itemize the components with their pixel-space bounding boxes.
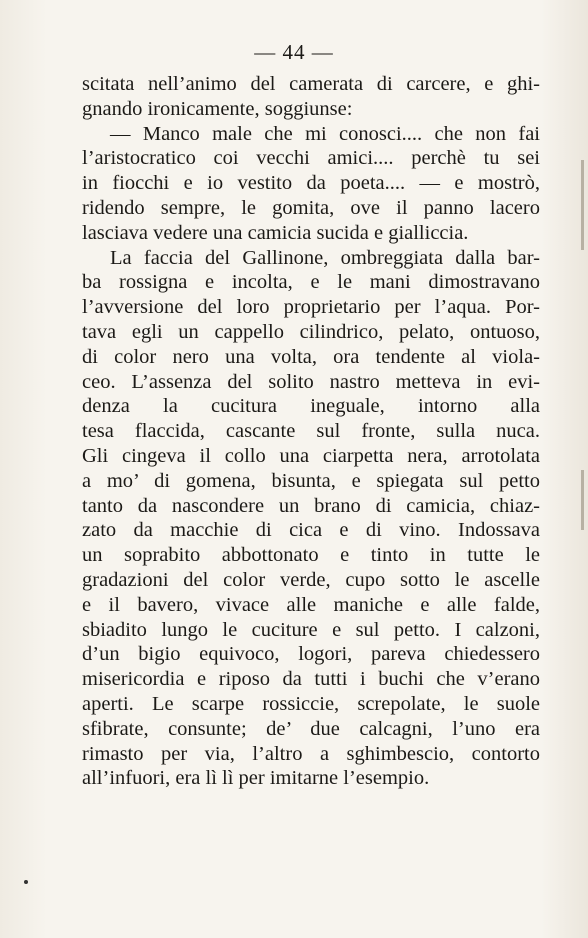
text-line: all’infuori, era lì lì per imitarne l’esempio. (82, 767, 430, 790)
text-line: e il bavero, vivace alle maniche e alle falde, (82, 593, 540, 616)
text-line: sfibrate, consunte; de’ due calcagni, l’uno era (82, 717, 540, 740)
text-line: La faccia del Gallinone, ombreggiata dalla bar- (110, 246, 540, 269)
text-line: a mo’ di gomena, bisunta, e spiegata sul petto (82, 469, 540, 492)
text-line: tanto da nascondere un brano di camicia, chiaz- (82, 494, 540, 517)
text-line: in fiocchi e io vestito da poeta.... — e mostrò, (82, 172, 540, 195)
text-line: ridendo sempre, le gomita, ove il panno lacero (82, 196, 540, 219)
text-line: — Manco male che mi conosci.... che non fai (110, 122, 540, 145)
text-line: aperti. Le scarpe rossiccie, screpolate, le suole (82, 692, 540, 715)
text-line: un soprabito abbottonato e tinto in tutte le (82, 544, 540, 567)
text-line: scitata nell’animo del camerata di carcere, e ghi- (82, 73, 540, 95)
text-line: tesa flaccida, cascante sul fronte, sulla nuca. (82, 420, 540, 443)
text-line: sbiadito lungo le cuciture e sul petto. I calzoni, (82, 618, 540, 641)
text-line: d’un bigio equivoco, logori, pareva chiedessero (82, 643, 540, 666)
text-line: lasciava vedere una camicia sucida e gialliccia. (82, 221, 469, 244)
text-line: misericordia e riposo da tutti i buchi che v’erano (82, 668, 540, 691)
text-line: gradazioni del color verde, cupo sotto le ascelle (82, 568, 540, 591)
body-text (82, 72, 540, 791)
text-line: tava egli un cappello cilindrico, pelato, ontuoso, (82, 320, 540, 343)
text-line: l’aristocratico coi vecchi amici.... perchè tu sei (82, 147, 540, 170)
text-line: ba rossigna e incolta, e le mani dimostravano (82, 271, 540, 294)
page-number: — 44 — (254, 40, 334, 64)
text-line: Gli cingeva il collo una ciarpetta nera, arrotolata (82, 444, 540, 467)
text-line: rimasto per via, l’altro a sghimbescio, contorto (82, 742, 540, 765)
text-line: gnando ironicamente, soggiunse: (82, 97, 353, 120)
ink-speck (24, 880, 28, 884)
text-line: denza la cucitura ineguale, intorno alla (82, 395, 540, 418)
text-line: zato da macchie di cica e di vino. Indossava (82, 519, 540, 542)
text-line: di color nero una volta, ora tendente al viola- (82, 345, 540, 368)
text-line: l’avversione del loro proprietario per l’aqua. Por- (82, 296, 540, 319)
page-edge-shadow (581, 470, 584, 530)
text-line: ceo. L’assenza del solito nastro metteva in evi- (82, 370, 540, 393)
page-edge-shadow (581, 160, 584, 250)
